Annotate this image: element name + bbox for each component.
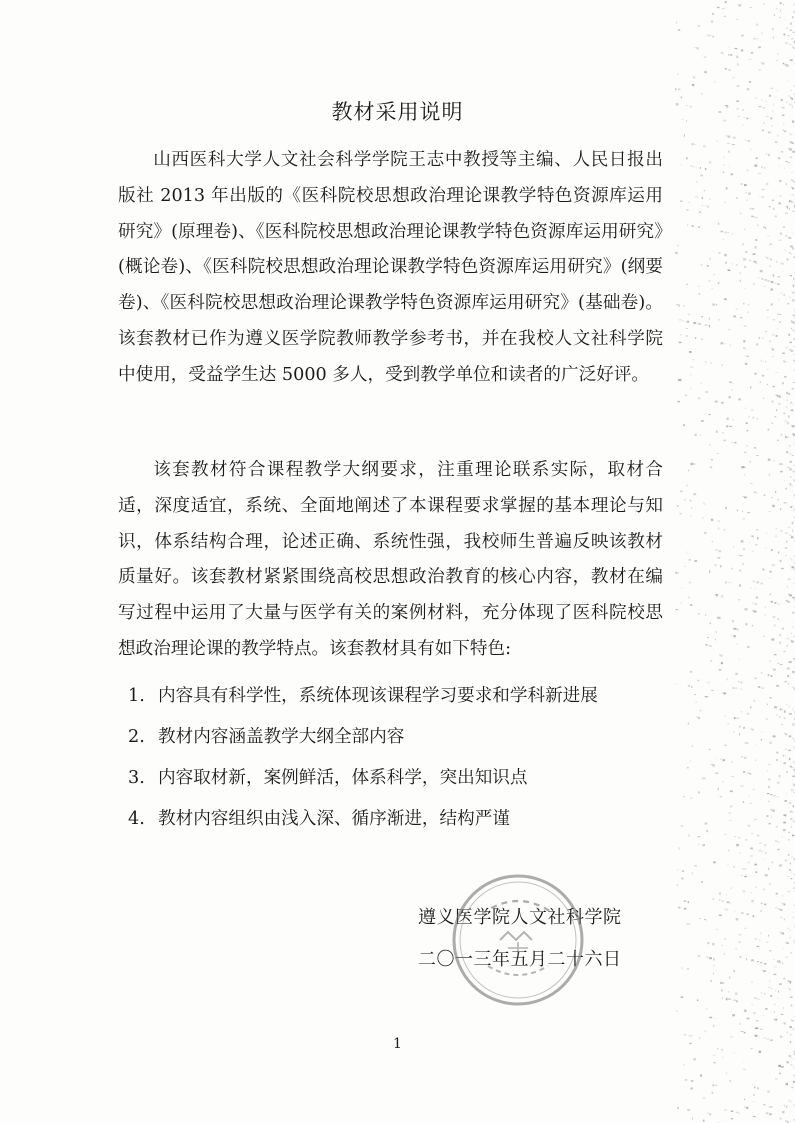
- list-item-text: 内容取材新，案例鲜活，体系科学，突出知识点: [158, 768, 528, 788]
- document-title: 教材采用说明: [331, 100, 464, 124]
- feature-list: [128, 676, 668, 840]
- list-item-number: 2.: [128, 727, 145, 747]
- list-item-text: 教材内容涵盖教学大纲全部内容: [158, 727, 405, 747]
- signature-date: 二〇一三年五月二十六日: [418, 949, 622, 970]
- list-item: [128, 799, 668, 840]
- page-number: 1: [393, 1036, 402, 1052]
- list-item: [128, 717, 668, 758]
- paragraph-intro: 山西医科大学人文社会科学学院王志中教授等主编、人民日报出版社 2013 年出版的《医科院校思想政治理论课教学特色资源库运用研究》(原理卷)、《医科院校思想政治理论课教学特色资源库运用研究》(概论卷)、《医科院校思想政治理论课教学特色资源库运用研究》(纲要卷)、《医科院校思想政治理论课教学特色资源库运用研究》(基础卷)。该套教材已作为遵义医学院教师教学参考书，并在我校人文社科学院中使用，受益学生达 5000 多人，受到教学单位和读者的广泛好评。: [118, 150, 663, 385]
- list-item-text: 教材内容组织由浅入深、循序渐进，结构严谨: [158, 809, 510, 829]
- list-item: [128, 676, 668, 717]
- list-item-text: 内容具有科学性，系统体现该课程学习要求和学科新进展: [158, 686, 598, 706]
- scan-noise-decoration: [645, 0, 795, 1123]
- list-item: [128, 758, 668, 799]
- signature-organization: 遵义医学院人文社科学院: [418, 907, 622, 928]
- list-item-number: 3.: [128, 768, 145, 788]
- official-seal-icon: [448, 870, 588, 1010]
- list-item-number: 1.: [128, 686, 145, 706]
- paragraph-evaluation: 该套教材符合课程教学大纲要求，注重理论联系实际，取材合适，深度适宜，系统、全面地阐述了本课程要求掌握的基本理论与知识，体系结构合理，论述正确、系统性强，我校师生普遍反映该教材质量好。该套教材紧紧围绕高校思想政治教育的核心内容，教材在编写过程中运用了大量与医学有关的案例材料，充分体现了医科院校思想政治理论课的教学特点。该套教材具有如下特色:: [118, 460, 663, 659]
- list-item-number: 4.: [128, 809, 145, 829]
